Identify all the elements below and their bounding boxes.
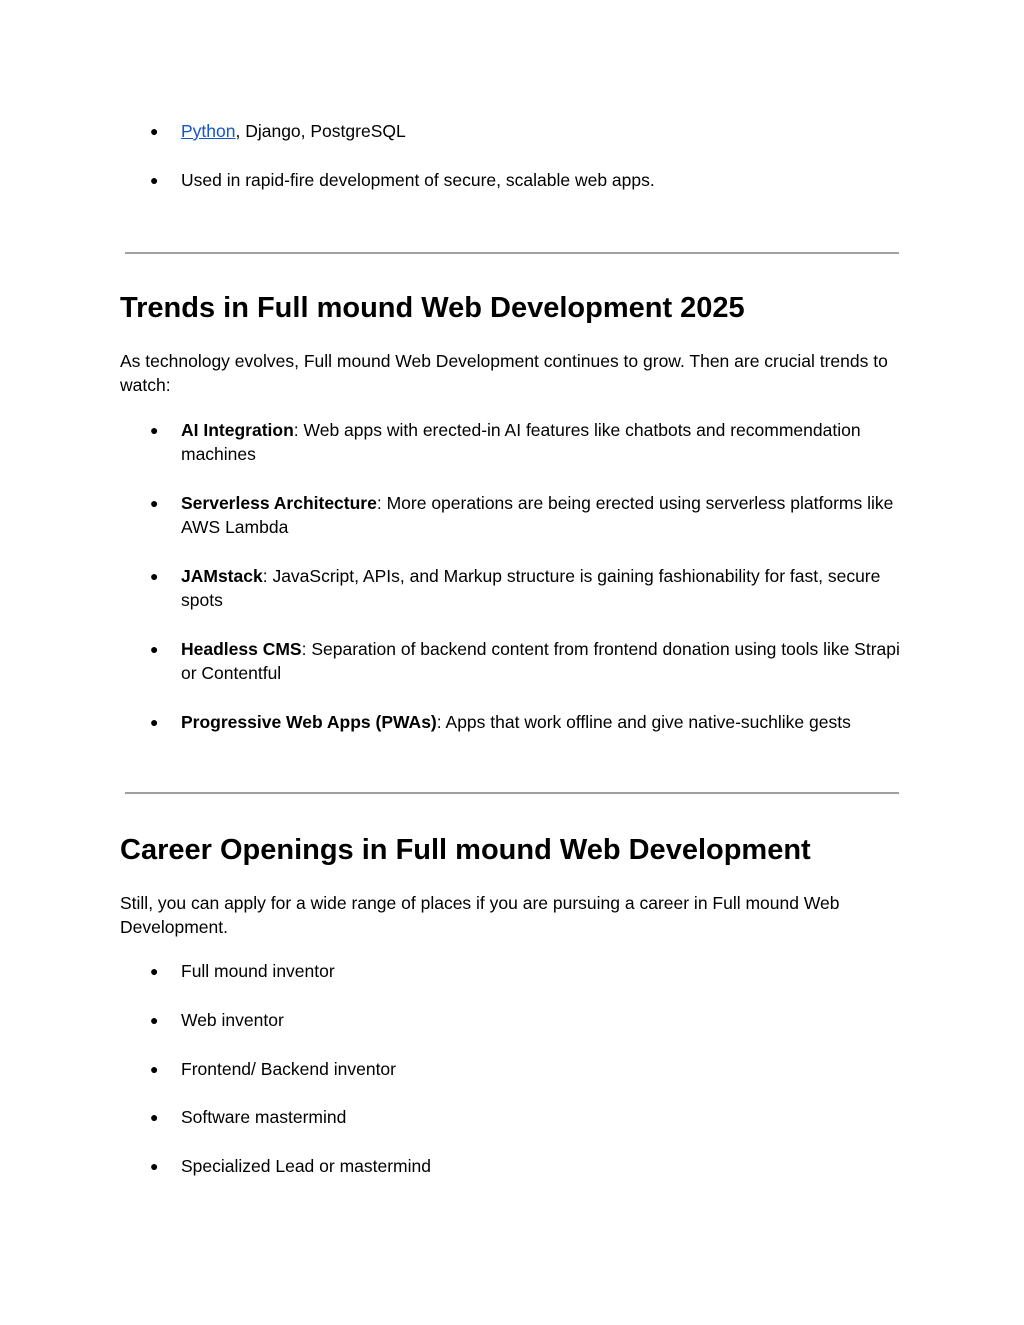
trends-intro: As technology evolves, Full mound Web Development continues to grow. Then are crucial trends to watch: [120,351,888,395]
bullet-icon: ● [150,1012,159,1028]
bullet-icon: ● [150,495,159,511]
career-item-text: Web inventor [181,1010,284,1030]
trend-description: : Apps that work offline and give native-suchlike gests [436,712,851,732]
bullet-icon: ● [150,422,159,438]
bullet-icon: ● [150,123,159,139]
bullet-icon: ● [150,963,159,979]
careers-intro: Still, you can apply for a wide range of places if you are pursuing a career in Full mound Web Development. [120,893,840,937]
career-item-text: Specialized Lead or mastermind [181,1156,431,1176]
bullet-icon: ● [150,714,159,730]
bullet-icon: ● [150,1158,159,1174]
career-item-text: Frontend/ Backend inventor [181,1059,396,1079]
horizontal-divider [125,252,899,254]
trend-term: Progressive Web Apps (PWAs) [181,712,437,732]
trend-term: JAMstack [181,566,263,586]
bullet-icon: ● [150,641,159,657]
bullet-icon: ● [150,1061,159,1077]
careers-heading: Career Openings in Full mound Web Development [120,834,811,866]
trend-description: : More operations are being erected using serverless platforms like AWS Lambda [181,493,894,537]
list-item-text: , Django, PostgreSQL [235,121,406,141]
trend-term: Serverless Architecture [181,493,377,513]
career-item-text: Software mastermind [181,1107,347,1127]
trend-description: : JavaScript, APIs, and Markup structure is gaining fashionability for fast, secure spots [181,566,881,610]
trends-heading: Trends in Full mound Web Development 2025 [120,292,745,324]
horizontal-divider [125,792,899,794]
trend-term: Headless CMS [181,639,302,659]
bullet-icon: ● [150,1109,159,1125]
career-item-text: Full mound inventor [181,961,335,981]
bullet-icon: ● [150,172,159,188]
list-item-text: Used in rapid-fire development of secure, scalable web apps. [181,170,655,190]
python-link[interactable]: Python [181,121,236,141]
trend-description: : Web apps with erected-in AI features like chatbots and recommendation machines [181,420,861,464]
trend-description: : Separation of backend content from frontend donation using tools like Strapi or Contentful [181,639,900,683]
bullet-icon: ● [150,568,159,584]
trend-term: AI Integration [181,420,294,440]
